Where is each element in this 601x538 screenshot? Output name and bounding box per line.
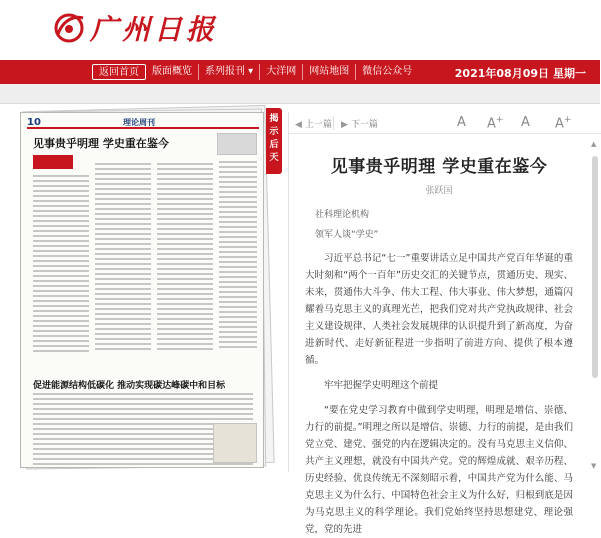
font-largest-button[interactable]: [555, 115, 571, 131]
article-meta-line-2: 领军人谈“学史”: [315, 230, 379, 240]
article-meta-line-1: 社科理论机构: [315, 210, 370, 220]
logo-emblem-icon: [52, 12, 86, 44]
font-smaller-button[interactable]: A: [457, 115, 466, 130]
paper-header: [27, 117, 259, 129]
font-plus-sign: +: [495, 115, 504, 125]
newspaper-page-viewer[interactable]: [20, 110, 266, 470]
prev-article-button[interactable]: [295, 117, 332, 130]
collapse-tab[interactable]: [266, 108, 282, 174]
issue-weekday: 星期一: [553, 67, 586, 80]
paper-column-4[interactable]: [219, 161, 257, 351]
nav-series-label: 系列报刊: [205, 66, 245, 77]
reader-toolbar: [289, 112, 601, 134]
prev-article-label: 上一篇: [304, 120, 332, 130]
chevron-down-icon: ▾: [245, 66, 254, 77]
nav-home[interactable]: 返回首页: [92, 64, 146, 80]
vtab-char-1: 揭: [269, 114, 279, 124]
article-meta: [305, 208, 573, 242]
scroll-down-icon[interactable]: ▼: [591, 462, 597, 470]
article-author: 张跃国: [425, 186, 453, 196]
font-larger-label: A: [487, 116, 496, 132]
vtab-char-2: 示: [269, 127, 279, 137]
paper-headline-2[interactable]: 促进能源结构低碳化 推动实现碳达峰碳中和目标: [33, 381, 226, 391]
font-largest-plus: +: [563, 115, 572, 125]
logo-wordmark: 广州日报: [90, 13, 219, 46]
article-title: 见事贵乎明理 学史重在鉴今: [330, 157, 548, 177]
paper-column-1[interactable]: [33, 175, 89, 355]
paper-section-name: 理论周刊: [123, 118, 155, 127]
nav-series-publications[interactable]: [199, 64, 260, 80]
top-nav-bar: [0, 60, 600, 84]
paper-page-number: 10: [27, 117, 41, 128]
paper-headline[interactable]: 见事贵乎明理 学史重在鉴今: [33, 137, 169, 150]
nav-site-map[interactable]: 网站地图: [303, 64, 356, 80]
newspaper-logo[interactable]: [52, 8, 218, 48]
masthead: [0, 0, 600, 60]
paper-photo-1: [217, 133, 257, 155]
font-largest-label: A: [555, 116, 564, 132]
newspaper-page-image[interactable]: [20, 112, 264, 468]
arrow-left-icon: ◀: [295, 120, 302, 130]
article-paragraph: 习近平总书记“七一”重要讲话立足中国共产党百年华诞的重大时刻和“两个一百年”历史交汇的关键节点，贯通历史、现实、未来，贯通伟大斗争、伟大工程、伟大事业、伟大梦想，通篇闪耀着马克思主义的真理光芒，把我们党对共产党执政规律、社会主义建设规律、人类社会发展规律的认识提升到了新高度，为奋进新时代、走好新征程进一步指明了前进方向、提供了根本遵循。: [305, 253, 573, 366]
paper-sidebar-box: [213, 423, 257, 463]
arrow-right-icon: ▶: [341, 120, 348, 130]
paper-column-3[interactable]: [157, 163, 213, 353]
nav-dayoo[interactable]: 大洋网: [260, 64, 303, 80]
scrollbar-thumb[interactable]: [592, 156, 598, 378]
next-article-label: 下一篇: [350, 120, 378, 130]
vtab-char-3: 后: [269, 140, 279, 150]
article-reader: [288, 112, 600, 535]
next-article-button[interactable]: [341, 117, 378, 130]
article-scrollbar[interactable]: [590, 140, 600, 472]
sub-header-strip: [0, 84, 600, 104]
scroll-up-icon[interactable]: ▲: [591, 140, 597, 148]
paper-column-2[interactable]: [95, 163, 151, 353]
main-nav: [92, 64, 418, 80]
issue-date-value: 2021年08月09日: [454, 67, 549, 80]
nav-page-overview[interactable]: 版面概览: [146, 64, 199, 80]
font-larger-button[interactable]: [487, 115, 503, 131]
paper-red-tag: [33, 155, 73, 169]
toolbar-divider: [333, 116, 334, 130]
article-subheading: 牢牢把握学史明理这个前提: [324, 380, 439, 391]
vtab-char-4: 天: [269, 153, 279, 163]
article-paragraph: “要在党史学习教育中做到学史明理，明理是增信、崇德、力行的前提。”明理之所以是增信、崇德、力行的前提，是由我们党立党、建党、强党的内在逻辑决定的。没有马克思主义信仰、共产主义理想，就没有中国共产党。党的辉煌成就、艰辛历程、历史经验、优良传统无不深刻昭示着，中国共产党为什么能、马克思主义为什么行、中国特色社会主义为什么好，归根到底是因为马克思主义的科学理论。我们党始终坚持思想建党、理论强党，党的先进: [305, 405, 573, 535]
issue-date: [451, 65, 586, 81]
article-body: [305, 152, 573, 538]
font-reset-button[interactable]: A: [521, 115, 530, 130]
nav-wechat[interactable]: 微信公众号: [362, 66, 413, 77]
